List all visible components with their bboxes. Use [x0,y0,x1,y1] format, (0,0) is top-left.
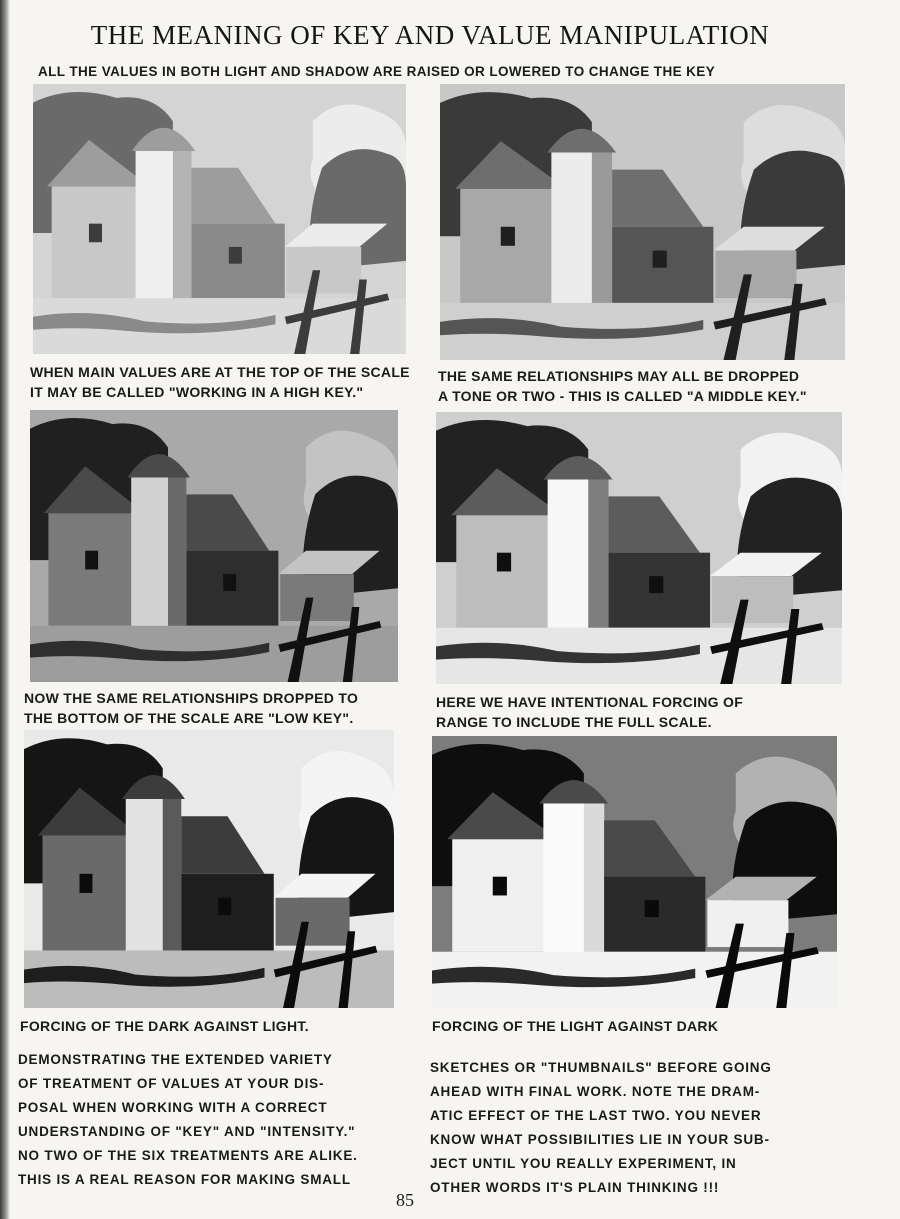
body-line: NO TWO OF THE SIX TREATMENTS ARE ALIKE. [18,1148,358,1163]
high-key-painting [33,84,406,354]
page-number: 85 [396,1190,414,1210]
side-barn-window [218,898,231,915]
barn-window [80,874,93,893]
silo-shade [163,797,182,960]
body-text-left [18,1048,358,1192]
middle-key-painting [440,84,845,360]
caption-middle-key [438,366,807,406]
caption-low-key [24,688,358,728]
caption-line: NOW THE SAME RELATIONSHIPS DROPPED TO [24,690,359,706]
caption-line: THE SAME RELATIONSHIPS MAY ALL BE DROPPED [438,368,800,384]
book-gutter-shadow [0,0,10,1219]
caption-line: HERE WE HAVE INTENTIONAL FORCING OF [436,694,744,710]
caption-line: IT MAY BE CALLED "WORKING IN A HIGH KEY." [30,384,364,400]
caption-line: THE BOTTOM OF THE SCALE ARE "LOW KEY". [24,710,354,726]
panel-light-against-dark [432,736,837,1008]
low-key-painting [30,410,398,682]
panel-middle-key [440,84,845,360]
barn-window [89,224,102,243]
side-barn-window [229,247,242,264]
page-title: THE MEANING OF KEY AND VALUE MANIPULATION [90,20,770,50]
caption-line: A TONE OR TWO - THIS IS CALLED "A MIDDLE KEY." [438,388,807,404]
side-barn-window [223,574,236,591]
full-range-painting [436,412,842,684]
silo-shade [168,476,186,635]
caption-full-range [436,692,743,732]
shed-wall [280,574,354,621]
shed-wall [276,898,350,946]
panel-high-key [33,84,406,354]
side-barn-window [649,576,663,593]
body-line: UNDERSTANDING OF "KEY" AND "INTENSITY." [18,1124,356,1139]
silo-shade [584,802,604,961]
caption-line: RANGE TO INCLUDE THE FULL SCALE. [436,714,712,730]
silo-shade [592,151,612,313]
body-line: OF TREATMENT OF VALUES AT YOUR DIS- [18,1076,325,1091]
barn-window [501,227,515,246]
caption-line: FORCING OF THE DARK AGAINST LIGHT. [20,1018,309,1034]
panel-dark-against-light [24,730,394,1008]
body-line: JECT UNTIL YOU REALLY EXPERIMENT, IN [430,1156,737,1171]
page-subtitle: ALL THE VALUES IN BOTH LIGHT AND SHADOW ARE RAISED OR LOWERED TO CHANGE THE KEY [38,64,716,79]
body-text-right [430,1056,772,1200]
caption-dark-against-light [20,1016,309,1036]
silo-shade [588,478,608,637]
body-line: ATIC EFFECT OF THE LAST TWO. YOU NEVER [430,1108,762,1123]
panel-low-key [30,410,398,682]
body-line: OTHER WORDS IT'S PLAIN THINKING !!! [430,1180,720,1195]
caption-line: WHEN MAIN VALUES ARE AT THE TOP OF THE SCALE [30,364,410,380]
body-line: POSAL WHEN WORKING WITH A CORRECT [18,1100,328,1115]
shed-wall [715,251,796,299]
dark-against-light-painting [24,730,394,1008]
side-barn-window [653,251,667,268]
body-line: THIS IS A REAL REASON FOR MAKING SMALL [18,1172,351,1187]
caption-light-against-dark [432,1016,718,1036]
shed-wall [707,900,788,947]
light-against-dark-painting [432,736,837,1008]
body-line: DEMONSTRATING THE EXTENDED VARIETY [18,1052,333,1067]
caption-line: FORCING OF THE LIGHT AGAINST DARK [432,1018,719,1034]
barn-window [85,551,98,570]
side-barn-window [645,900,659,917]
body-line: SKETCHES OR "THUMBNAILS" BEFORE GOING [430,1060,772,1075]
shed-wall [712,576,793,623]
body-line: AHEAD WITH FINAL WORK. NOTE THE DRAM- [430,1084,761,1099]
panel-full-range [436,412,842,684]
shed-wall [287,247,362,294]
body-line: KNOW WHAT POSSIBILITIES LIE IN YOUR SUB- [430,1132,770,1147]
barn-window [493,877,507,896]
barn-window [497,553,511,572]
caption-high-key [30,362,410,402]
silo-shade [173,149,192,307]
